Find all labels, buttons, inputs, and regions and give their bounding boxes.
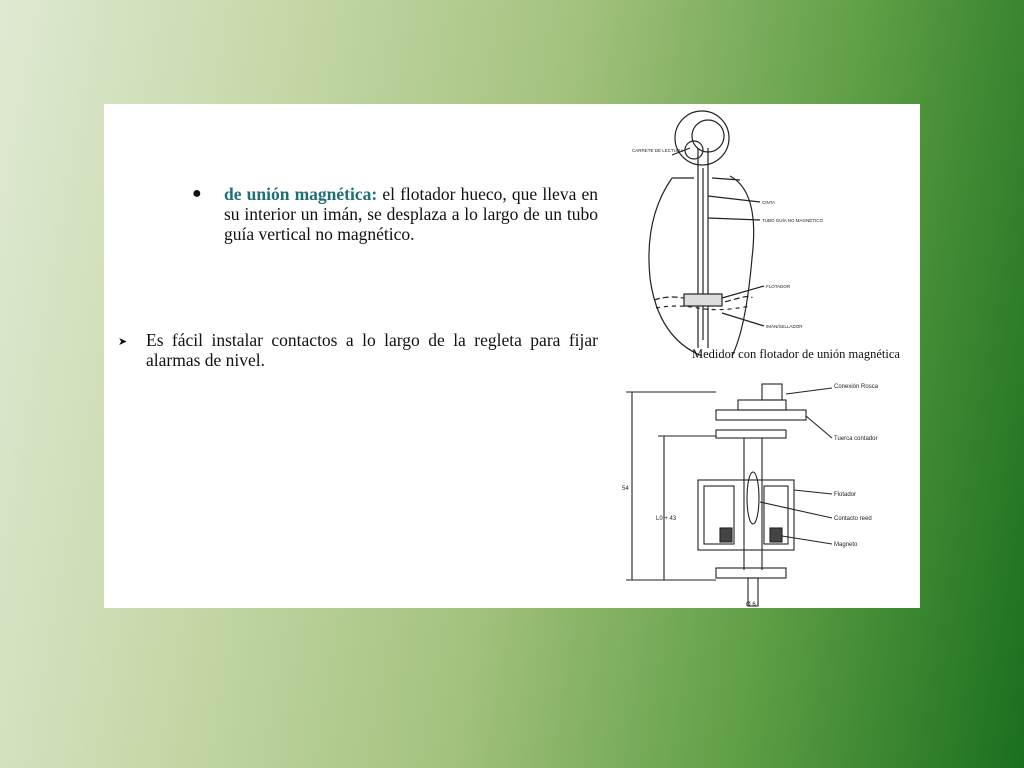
label-thread: Conexión Rosca: [834, 384, 879, 390]
float-gauge-diagram: [612, 108, 920, 368]
bullet-item: [192, 184, 598, 244]
reed-switch-diagram: [612, 380, 920, 608]
label-float: FLOTADOR: [766, 284, 791, 289]
dim-l0: L0 + 43: [656, 516, 677, 522]
bullet-term: de unión magnética:: [224, 184, 378, 204]
label-nut: Tuerca contador: [834, 436, 878, 442]
label-guide-tube: TUBO GUÍA NO MAGNÉTICO: [762, 218, 824, 223]
arrow-point-text: Es fácil instalar contactos a lo largo de la regleta para fijar alarmas de nivel.: [146, 330, 598, 370]
slide-card: [104, 104, 920, 608]
label-reed: Contacto reed: [834, 516, 872, 522]
label-magneto: Magneto: [834, 542, 858, 548]
arrow-point: [118, 330, 598, 370]
bullet-text: el flotador hueco, que lleva en su interior un imán, se desplaza a lo largo de un tubo guía vertical no magnético.: [224, 184, 598, 244]
dim-54: 54: [622, 486, 629, 492]
dim-diameter: Ø 6: [746, 602, 756, 608]
label-reel: CARRETE DE LECTURA: [632, 148, 684, 153]
diagram-caption: Medidor con flotador de unión magnética: [692, 347, 900, 361]
label-tape: CINTA: [762, 200, 776, 205]
label-magnet: IMÁN/SELLADOR: [766, 324, 803, 329]
bullet-dot-icon: ●: [192, 185, 202, 202]
label-float-bottom: Flotador: [834, 492, 857, 498]
arrow-bullet-icon: ➤: [118, 336, 128, 348]
